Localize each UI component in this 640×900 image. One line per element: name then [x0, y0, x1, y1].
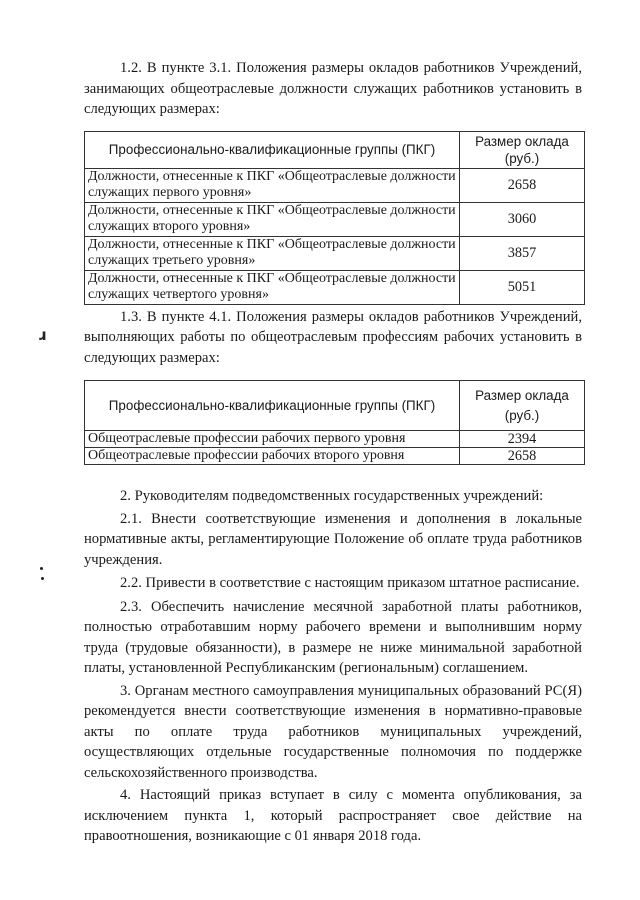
table-header-row	[85, 131, 585, 168]
salary-table-employees	[84, 131, 585, 305]
table-header-row	[85, 381, 585, 431]
table-row	[85, 270, 585, 304]
table-cell-value: 5051	[460, 270, 585, 304]
table-header-value: Размер оклада (руб.)	[460, 381, 585, 431]
scan-mark-dot-2	[41, 577, 44, 580]
scan-mark-dot-1	[40, 567, 43, 570]
paragraph-2-3: 2.3. Обеспечить начисление месячной заработной платы работников, полностью отработавшим норму рабочего времени и выполнившим норму труда (трудовые обязанности), в размере не ниже минимальной заработной платы, установленной Республиканским (региональным) соглашением.	[84, 598, 582, 676]
table-cell-value: 3857	[460, 236, 585, 270]
table-cell-value: 2658	[460, 448, 585, 465]
table-header-name: Профессионально-квалификационные группы (ПКГ)	[85, 381, 460, 431]
paragraph-1-3: 1.3. В пункте 4.1. Положения размеры окладов работников Учреждений, выполняющих работы по общеотраслевым профессиям рабочих установить в следующих размерах:	[84, 308, 582, 366]
table-cell-name: Должности, отнесенные к ПКГ «Общеотраслевые должности служащих четвертого уровня»	[85, 270, 460, 304]
table-row	[85, 448, 585, 465]
paragraph-3: 3. Органам местного самоуправления муниципальных образований РС(Я) рекомендуется внести соответствующие изменения в нормативно-правовые акты по оплате труда работников муниципальных учреждений, осуществляющих отдельные государственные полномочия по поддержке сельскохозяйственного производства.	[84, 682, 582, 781]
paragraph-2: 2. Руководителям подведомственных государственных учреждений:	[120, 488, 544, 504]
paragraph-2-2: 2.2. Привести в соответствие с настоящим приказом штатное расписание.	[120, 575, 580, 591]
table-cell-name: Должности, отнесенные к ПКГ «Общеотраслевые должности служащих первого уровня»	[85, 168, 460, 202]
table-cell-value: 2394	[460, 431, 585, 448]
table-row	[85, 168, 585, 202]
table-cell-name: Должности, отнесенные к ПКГ «Общеотраслевые должности служащих второго уровня»	[85, 202, 460, 236]
table-cell-name: Должности, отнесенные к ПКГ «Общеотраслевые должности служащих третьего уровня»	[85, 236, 460, 270]
salary-table-workers	[84, 380, 585, 465]
scan-mark-glyph: ɹ	[38, 326, 47, 344]
table-header-name: Профессионально-квалификационные группы (ПКГ)	[85, 131, 460, 168]
table-row	[85, 236, 585, 270]
table-header-value: Размер оклада (руб.)	[460, 131, 585, 168]
table-row	[85, 431, 585, 448]
paragraph-2-1: 2.1. Внести соответствующие изменения и дополнения в локальные нормативные акты, регламентирующие Положение об оплате труда работников учреждения.	[84, 510, 582, 568]
table-cell-value: 3060	[460, 202, 585, 236]
table-row	[85, 202, 585, 236]
table-cell-value: 2658	[460, 168, 585, 202]
table-cell-name: Общеотраслевые профессии рабочих второго уровня	[85, 448, 460, 465]
table-cell-name: Общеотраслевые профессии рабочих первого уровня	[85, 431, 460, 448]
paragraph-1-2: 1.2. В пункте 3.1. Положения размеры окладов работников Учреждений, занимающих общеотраслевые должности служащих работников установить в следующих размерах:	[84, 60, 582, 117]
paragraph-4: 4. Настоящий приказ вступает в силу с момента опубликования, за исключением пункта 1, который распространяет свое действие на правоотношения, возникающие с 01 января 2018 года.	[84, 787, 582, 844]
document-page	[84, 58, 582, 847]
